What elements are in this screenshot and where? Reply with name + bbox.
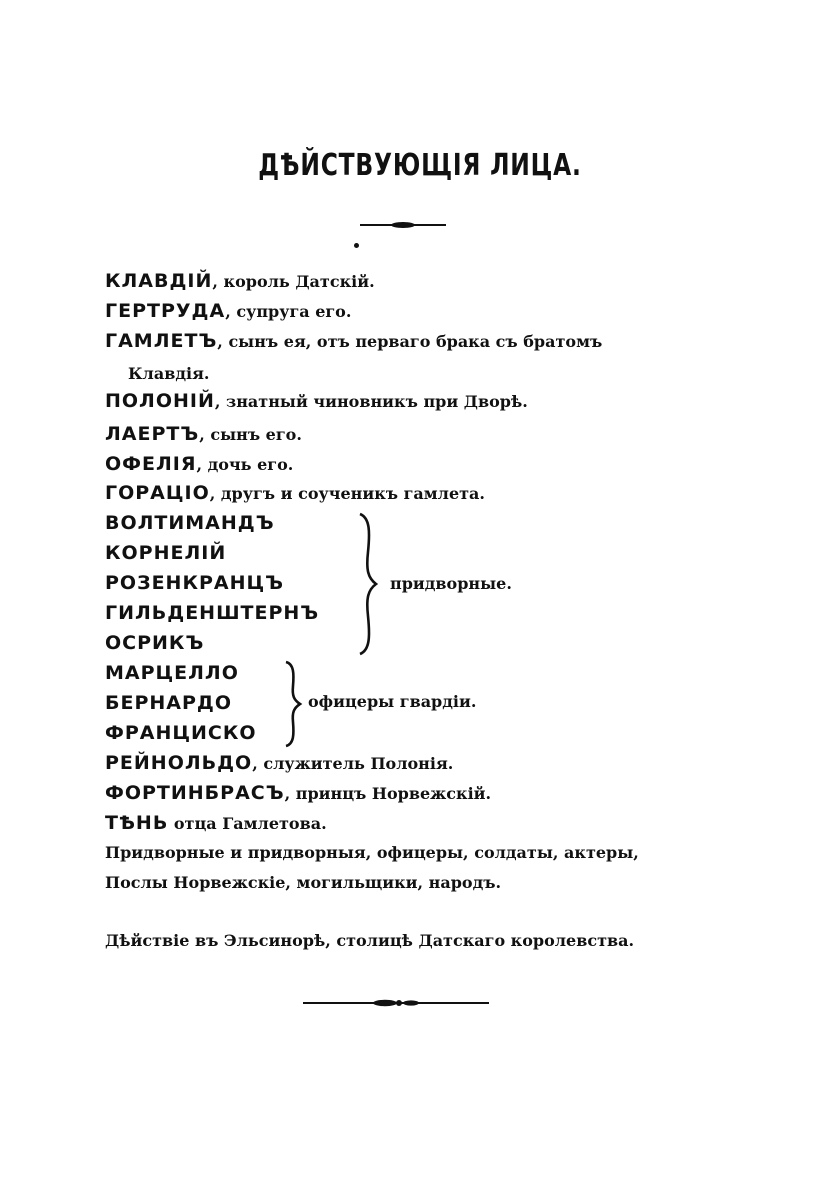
courtier-name-text: ГИЛЬДЕНШТЕРНЪ	[105, 602, 320, 624]
character-desc: Клавдія.	[128, 364, 210, 383]
top-ornament-rule	[360, 218, 446, 232]
character-desc: , король Датскій.	[212, 272, 375, 291]
setting-line: Дѣйствіе въ Эльсинорѣ, столицѣ Датскаго королевства.	[105, 931, 635, 950]
character-desc: отца Гамлетова.	[168, 814, 327, 833]
bottom-ornament-rule	[303, 996, 489, 1010]
courtier-name	[105, 542, 226, 564]
character-name: ЛАЕРТЪ	[105, 423, 200, 445]
officer-name	[105, 722, 257, 744]
character-line-laertes	[105, 423, 302, 445]
character-name: ГОРАЦІО	[105, 482, 210, 504]
courtier-name	[105, 572, 284, 594]
officer-name-text: ФРАНЦИСКО	[105, 722, 257, 744]
character-desc: , другъ и соученикъ гамлета.	[209, 484, 485, 503]
officers-brace	[282, 660, 304, 748]
character-line-gertrude	[105, 300, 351, 322]
courtier-name-text: ОСРИКЪ	[105, 632, 205, 654]
ornament-dot	[354, 243, 359, 248]
page-title: ДѢЙСТВУЮЩІЯ ЛИЦА.	[258, 148, 582, 183]
character-line-fortinbras	[105, 782, 491, 804]
character-line-ophelia	[105, 453, 293, 475]
extras-line: Придворные и придворныя, офицеры, солдаты, актеры,	[105, 843, 639, 862]
character-name: ГАМЛЕТЪ	[105, 330, 218, 352]
courtiers-brace	[356, 512, 380, 656]
courtier-name	[105, 632, 204, 654]
courtier-name-text: РОЗЕНКРАНЦЪ	[105, 572, 284, 594]
character-line-horatio	[105, 482, 485, 504]
character-name: КЛАВДІЙ	[105, 270, 213, 292]
character-desc: , принцъ Норвежскій.	[284, 784, 492, 803]
courtiers-label: придворные.	[390, 574, 512, 593]
character-line-hamlet-cont	[128, 362, 209, 384]
character-desc: , служитель Полонія.	[252, 754, 454, 773]
character-name: ТѢНЬ	[105, 812, 169, 834]
officer-name	[105, 692, 232, 714]
character-name: ОФЕЛІЯ	[105, 453, 197, 475]
character-line-polonius	[105, 390, 528, 412]
officer-name-text: МАРЦЕЛЛО	[105, 662, 239, 684]
officer-name	[105, 662, 239, 684]
extras-line: Послы Норвежскіе, могильщики, народъ.	[105, 873, 502, 892]
character-name: ГЕРТРУДА	[105, 300, 226, 322]
character-desc: , супруга его.	[225, 302, 352, 321]
character-line-reynaldo	[105, 752, 453, 774]
character-name: РЕЙНОЛЬДО	[105, 752, 253, 774]
character-desc: , сынъ его.	[199, 425, 302, 444]
courtier-name-text: КОРНЕЛІЙ	[105, 542, 227, 564]
character-name: ФОРТИНБРАСЪ	[105, 782, 285, 804]
courtier-name	[105, 602, 319, 624]
character-name: ПОЛОНІЙ	[105, 390, 215, 412]
character-line-hamlet	[105, 330, 602, 352]
courtier-name-text: ВОЛТИМАНДЪ	[105, 512, 275, 534]
courtier-name	[105, 512, 275, 534]
character-desc: , знатный чиновникъ при Дворѣ.	[214, 392, 528, 411]
character-desc: , сынъ ея, отъ перваго брака съ братомъ	[217, 332, 603, 351]
character-desc: , дочь его.	[196, 455, 294, 474]
officer-name-text: БЕРНАРДО	[105, 692, 232, 714]
character-line-claudius	[105, 270, 375, 292]
character-line-ghost	[105, 812, 327, 834]
officers-label: офицеры гвардіи.	[308, 692, 477, 711]
